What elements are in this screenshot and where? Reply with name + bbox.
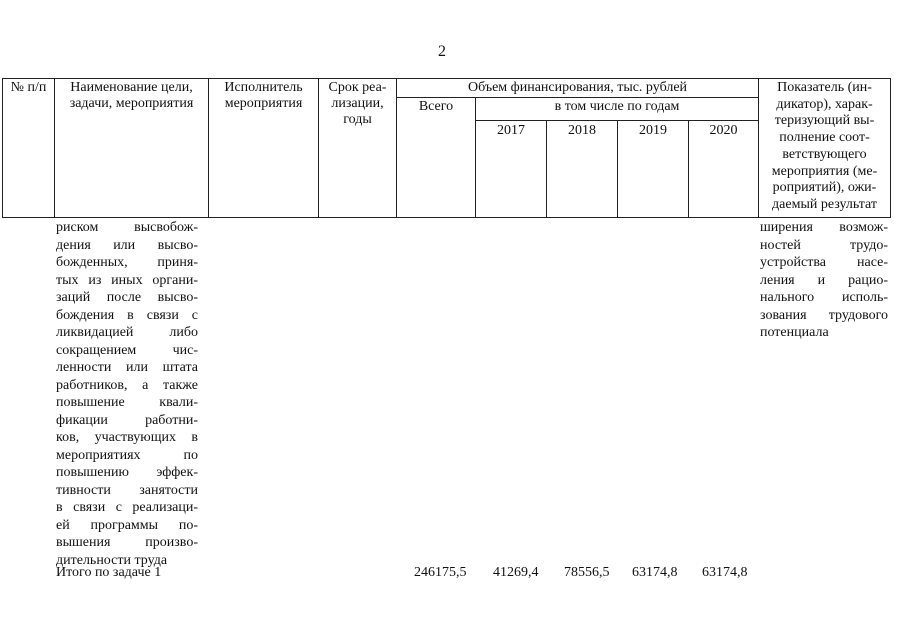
name-line: заций после высво- — [56, 290, 198, 305]
header-total: Всего — [397, 98, 476, 218]
name-line: тых из иных органи- — [56, 272, 198, 288]
measure-name-continuation — [56, 219, 198, 569]
page-number: 2 — [438, 43, 446, 60]
total-value: 246175,5 — [414, 565, 467, 580]
indicator-line: зования трудового — [760, 307, 888, 323]
total-label: Итого по задаче 1 — [56, 565, 162, 580]
header-num: № п/п — [3, 79, 55, 218]
name-line: работников, а также — [56, 377, 198, 393]
header-name: Наименование цели, задачи, мероприятия — [55, 79, 209, 218]
name-line: вышения произво- — [56, 535, 198, 550]
name-line: бождения в связи с — [56, 307, 198, 323]
name-line: в связи с реализаци- — [56, 500, 198, 515]
total-value-2019: 63174,8 — [632, 565, 678, 580]
name-line: фикации работни- — [56, 412, 198, 428]
indicator-line: ширения возмож- — [760, 220, 888, 235]
indicator-line: нального исполь- — [760, 290, 888, 305]
indicator-line: устройства насе- — [760, 255, 888, 270]
total-row — [0, 565, 905, 583]
name-line: мероприятиях по — [56, 447, 198, 463]
header-executor: Исполнитель мероприятия — [209, 79, 319, 218]
indicator-line: потенциала — [760, 325, 829, 340]
total-value-2020: 63174,8 — [702, 565, 748, 580]
name-line: божденных, приня- — [56, 255, 198, 270]
header-by-years: в том числе по годам — [476, 98, 759, 121]
header-year-2020: 2020 — [689, 121, 759, 218]
name-line: ей программы по- — [56, 517, 198, 533]
name-line: дительности труда — [56, 552, 168, 568]
name-line: повышение квали- — [56, 395, 198, 410]
name-line: риском высвобож- — [56, 220, 198, 235]
name-line: ков, участвующих в — [56, 430, 198, 445]
header-indicator: Показатель (ин-дикатор), харак-теризующий вы-полнение соот-ветствующего мероприятия (ме-роприятий), ожи-даемый результат — [759, 79, 891, 218]
name-line: дения или высво- — [56, 237, 198, 253]
budget-table-header — [2, 78, 891, 218]
header-year-2019: 2019 — [618, 121, 689, 218]
indicator-line: ления и рацио- — [760, 272, 888, 288]
header-term: Срок реа-лизации, годы — [319, 79, 397, 218]
total-value-2018: 78556,5 — [564, 565, 610, 580]
indicator-continuation — [760, 219, 888, 342]
total-value-2017: 41269,4 — [493, 565, 539, 580]
header-funding: Объем финансирования, тыс. рублей — [397, 79, 759, 98]
header-year-2017: 2017 — [476, 121, 547, 218]
name-line: ленности или штата — [56, 360, 198, 375]
name-line: сокращением чис- — [56, 342, 198, 358]
name-line: ликвидацией либо — [56, 325, 198, 340]
name-line: повышению эффек- — [56, 465, 198, 480]
header-year-2018: 2018 — [547, 121, 618, 218]
indicator-line: ностей трудо- — [760, 237, 888, 253]
name-line: тивности занятости — [56, 482, 198, 498]
